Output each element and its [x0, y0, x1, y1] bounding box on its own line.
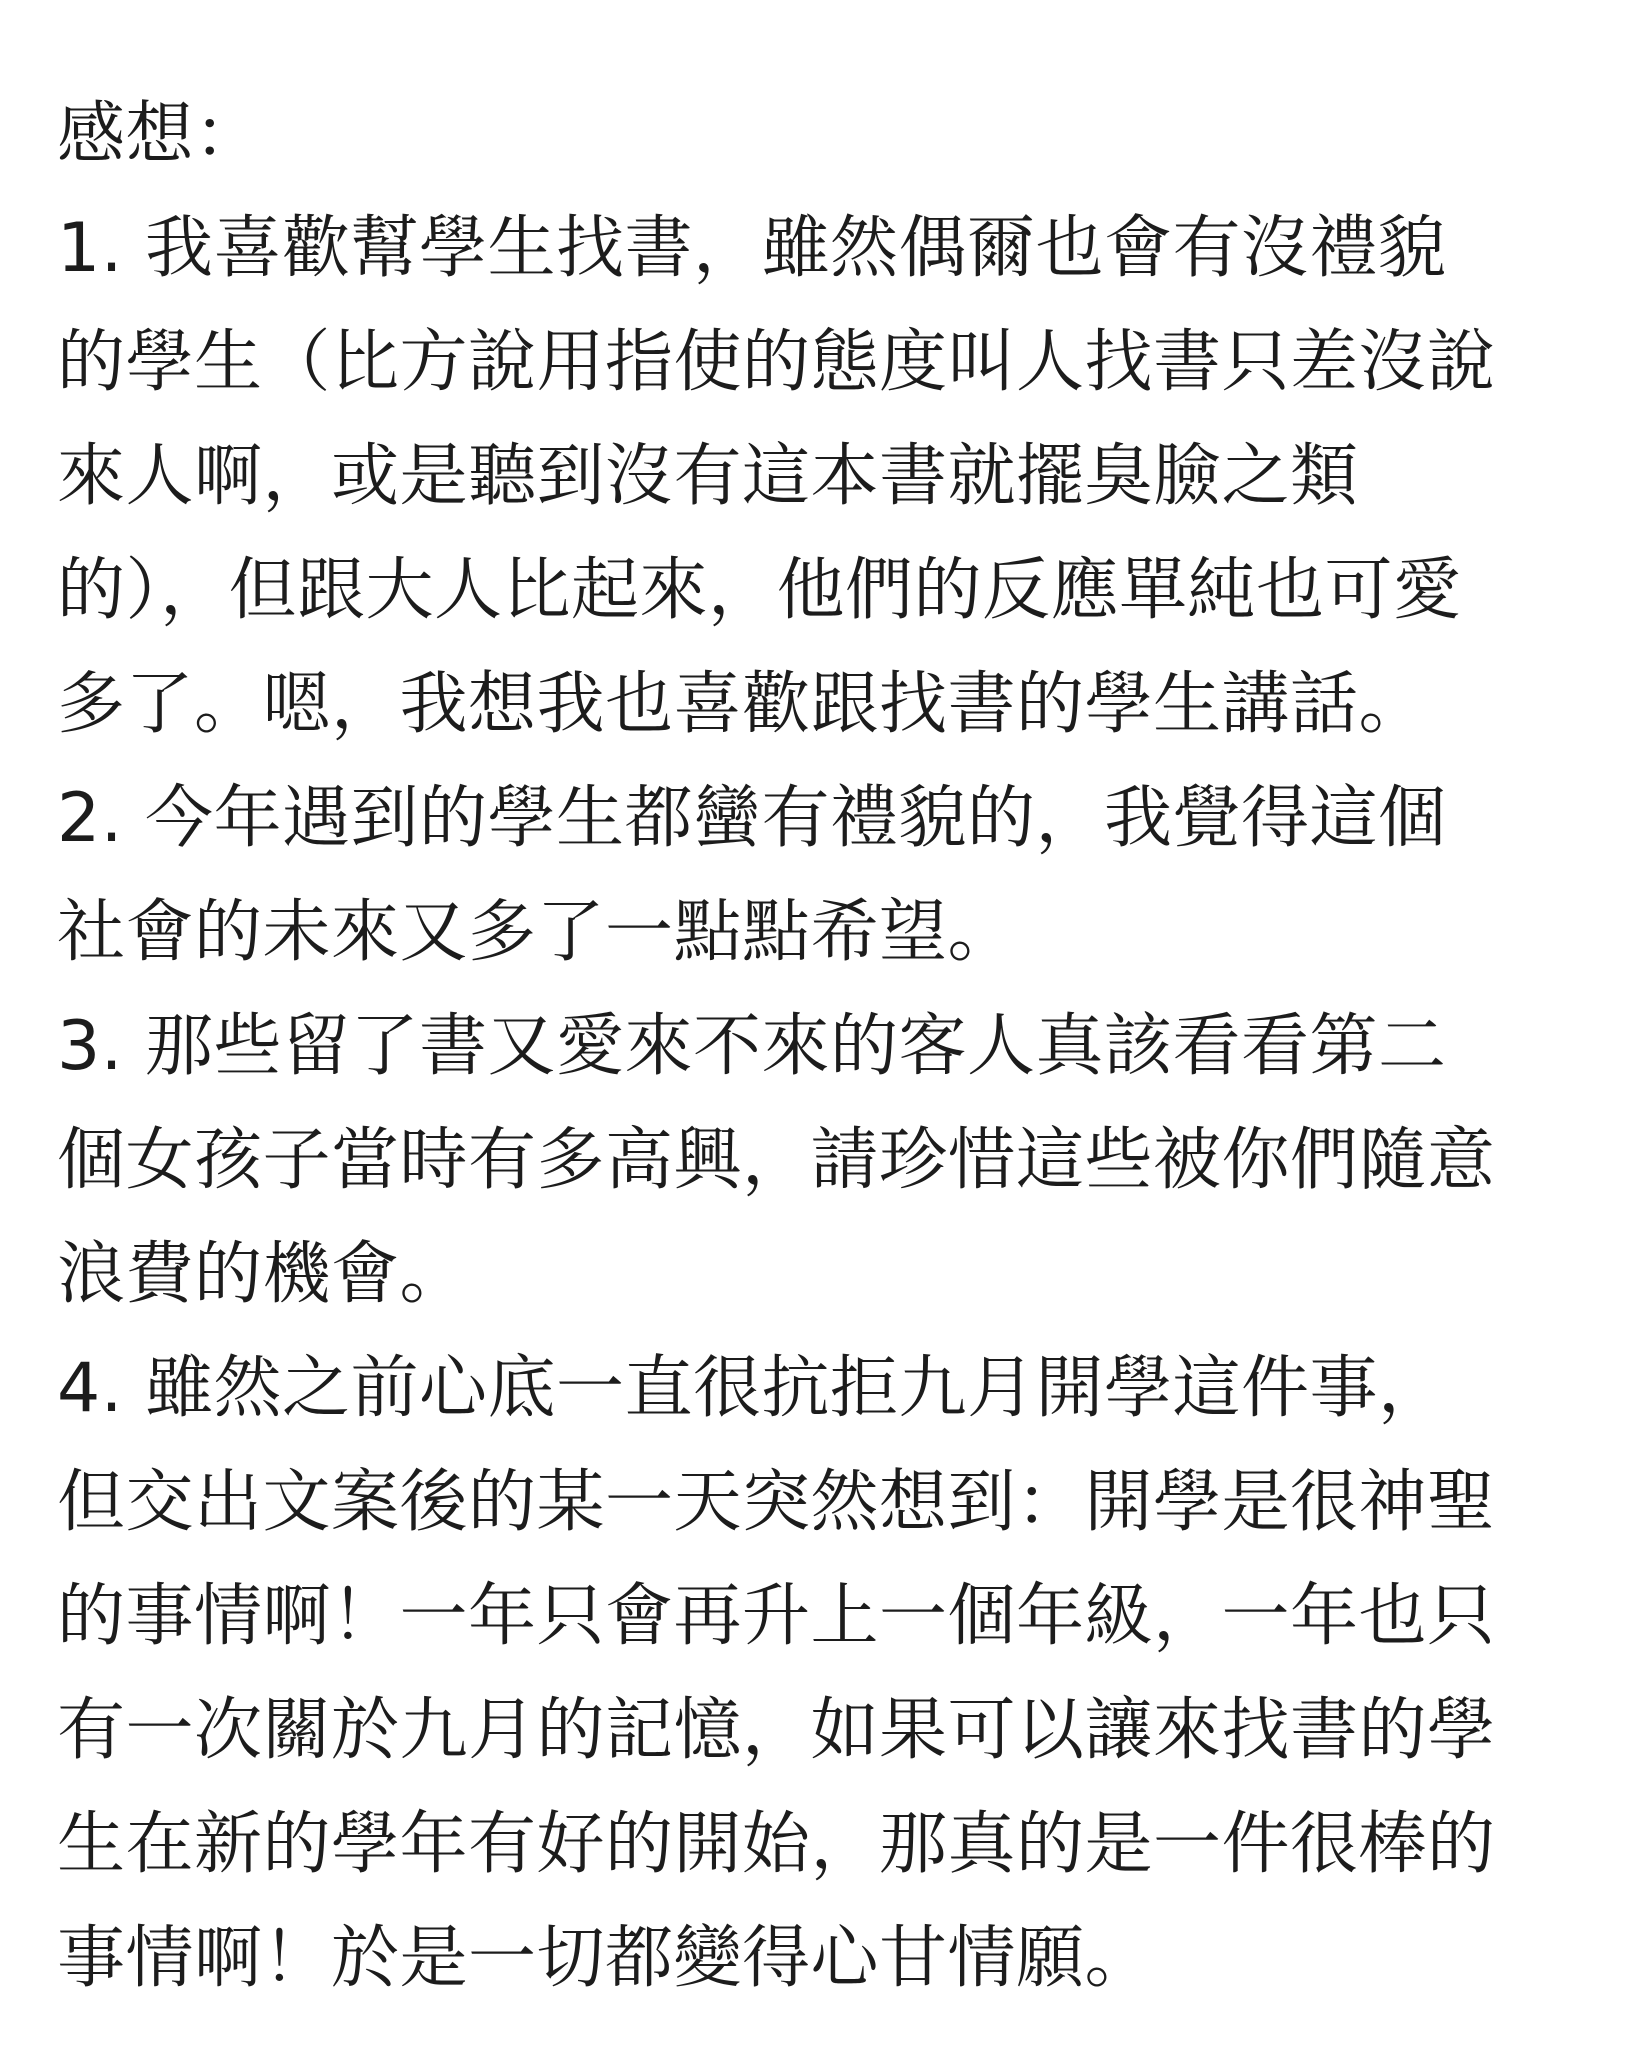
text-line: 多了。嗯，我想我也喜歡跟找書的學生講話。	[57, 665, 1428, 744]
document-body	[57, 78, 1617, 2016]
text-line: 3. 那些留了書又愛來不來的客人真該看看第二	[57, 1007, 1447, 1086]
text-line: 1. 我喜歡幫學生找書，雖然偶爾也會有沒禮貌	[57, 209, 1447, 288]
text-line: 的學生（比方說用指使的態度叫人找書只差沒說	[57, 323, 1496, 402]
text-line: 個女孩子當時有多高興，請珍惜這些被你們隨意	[57, 1121, 1496, 1200]
text-line: 的事情啊！一年只會再升上一個年級，一年也只	[57, 1577, 1496, 1656]
text-line: 4. 雖然之前心底一直很抗拒九月開學這件事，	[57, 1349, 1447, 1428]
text-line: 2. 今年遇到的學生都蠻有禮貌的，我覺得這個	[57, 779, 1447, 858]
document-heading: 感想：	[57, 95, 263, 174]
text-line: 浪費的機會。	[57, 1235, 469, 1314]
text-line: 來人啊，或是聽到沒有這本書就擺臭臉之類	[57, 437, 1359, 516]
text-line: 的），但跟大人比起來，他們的反應單純也可愛	[57, 551, 1462, 630]
text-line: 社會的未來又多了一點點希望。	[57, 893, 1017, 972]
text-line: 有一次關於九月的記憶，如果可以讓來找書的學	[57, 1691, 1496, 1770]
text-line: 生在新的學年有好的開始，那真的是一件很棒的	[57, 1805, 1496, 1884]
text-line: 但交出文案後的某一天突然想到：開學是很神聖	[57, 1463, 1496, 1542]
text-line: 事情啊！於是一切都變得心甘情願。	[57, 1919, 1154, 1998]
